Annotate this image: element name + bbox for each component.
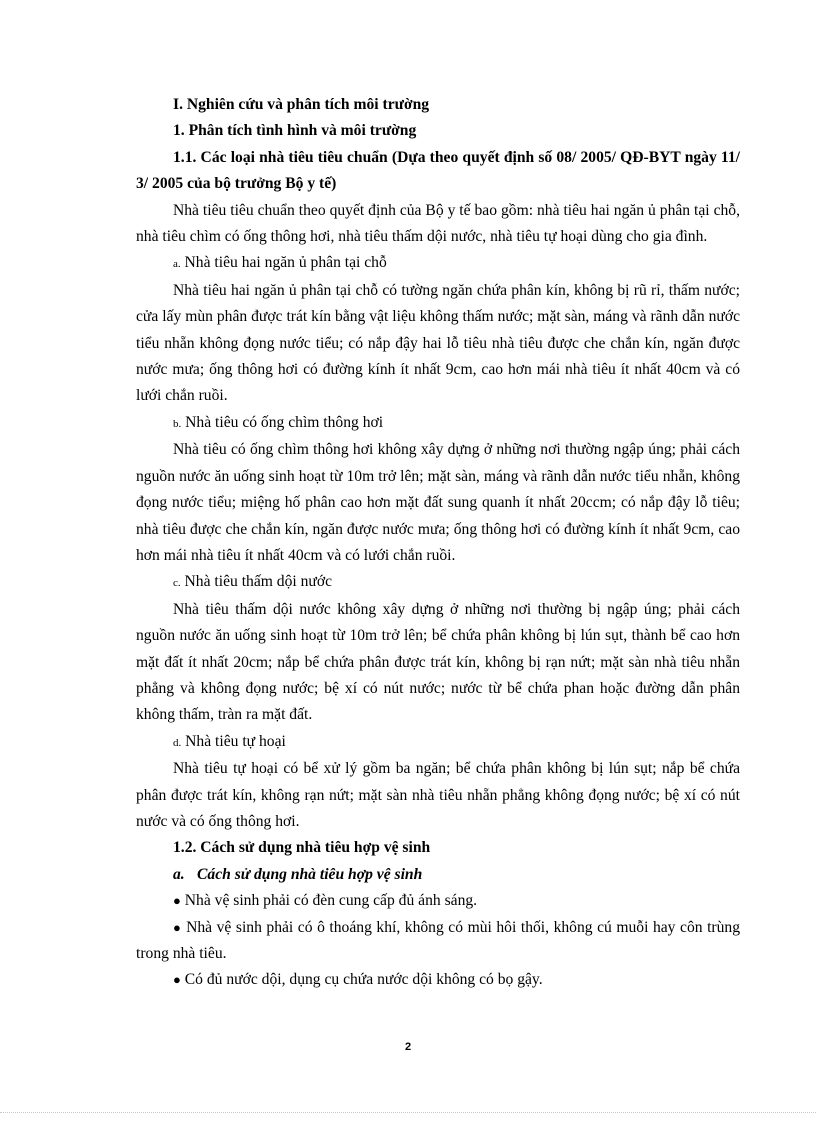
heading-usage bbox=[136, 862, 740, 888]
heading-1-2: 1.2. Cách sử dụng nhà tiêu hợp vệ sinh bbox=[173, 839, 431, 857]
bullet-item-2 bbox=[136, 915, 740, 968]
type-b-paragraph: Nhà tiêu có ống chìm thông hơi không xây dựng ở những nơi thường ngập úng; phải cách nguồn nước ăn uống sinh hoạt từ 10m trở lên; mặt sàn, máng và rãnh dẫn nước tiểu nhẵn, không đọng nước tiểu; miệng hố phân cao hơn mặt đất sung quanh ít nhất 20ccm; có nắp đậy lỗ tiêu; nhà tiêu được che chắn kín, ngăn được nước mưa; ống thông hơi có đường kính ít nhất 9cm, cao hơn mái nhà tiêu ít nhất 40cm và có lưới chắn ruồi. bbox=[136, 441, 740, 564]
intro-paragraph: Nhà tiêu tiêu chuẩn theo quyết định của Bộ y tế bao gồm: nhà tiêu hai ngăn ủ phân tại chỗ, nhà tiêu chìm có ống thông hơi, nhà tiêu thấm dội nước, nhà tiêu tự hoại dùng cho gia đình. bbox=[136, 201, 740, 246]
type-b-marker: b. bbox=[173, 417, 182, 430]
bullet-icon: ● bbox=[173, 893, 181, 909]
type-a-heading bbox=[136, 250, 740, 277]
bullet-text-1: Nhà vệ sinh phải có đèn cung cấp đủ ánh sáng. bbox=[184, 892, 478, 910]
heading-usage-marker: a. bbox=[173, 865, 185, 883]
page-bottom-divider bbox=[0, 1112, 816, 1113]
heading-usage-title: Cách sử dụng nhà tiêu hợp vệ sinh bbox=[197, 865, 423, 883]
type-c-marker: c. bbox=[173, 577, 181, 590]
type-d-title: Nhà tiêu tự hoại bbox=[185, 732, 286, 750]
type-d-marker: d. bbox=[173, 736, 182, 749]
heading-1-1: 1.1. Các loại nhà tiêu tiêu chuẩn (Dựa theo quyết định số 08/ 2005/ QĐ-BYT ngày 11/ 3/ 2005 của bộ trưởng Bộ y tế) bbox=[136, 148, 740, 193]
type-c-title: Nhà tiêu thấm dội nước bbox=[184, 573, 333, 591]
bullet-item-3 bbox=[136, 967, 740, 993]
bullet-item-1 bbox=[136, 888, 740, 914]
bullet-icon: ● bbox=[173, 919, 182, 935]
subsection-title: 1. Phân tích tình hình và môi trường bbox=[173, 122, 417, 140]
page-number: 2 bbox=[404, 1041, 412, 1053]
document-page bbox=[136, 92, 740, 994]
type-d-paragraph: Nhà tiêu tự hoại có bể xử lý gồm ba ngăn; bể chứa phân không bị lún sụt; nắp bể chứa phân được trát kín, không rạn nứt; mặt sàn nhà tiêu nhẵn phẳng không đọng nước; bệ xí có nút nước và có ống thông hơi. bbox=[136, 760, 740, 830]
type-c-paragraph: Nhà tiêu thấm dội nước không xây dựng ở những nơi thường bị ngập úng; phải cách nguồn nước ăn uống sinh hoạt từ 10m trở lên; bể chứa phân không bị lún sụt, thành bể cao hơn mặt đất ít nhất 20cm; nắp bể chứa phân được trát kín, không bị rạn nứt; mặt sàn nhà tiêu nhẵn phẳng và không đọng nước; bệ xí có nút nước; nước từ bể chứa phan hoặc đường dẫn phân không thấm, tràn ra mặt đất. bbox=[136, 600, 740, 724]
type-b-title: Nhà tiêu có ống chìm thông hơi bbox=[185, 413, 384, 431]
bullet-icon: ● bbox=[173, 972, 181, 988]
type-a-marker: a. bbox=[173, 258, 181, 271]
type-a-paragraph: Nhà tiêu hai ngăn ủ phân tại chỗ có tường ngăn chứa phân kín, không bị rũ rỉ, thấm nước; cửa lấy mùn phân được trát kín bằng vật liệu không thấm nước; mặt sàn, máng và rãnh dẫn nước tiểu nhẵn không đọng nước tiểu; có nắp đậy hai lỗ tiêu nhà tiêu được che chắn kín, ngăn được nước mưa; ống thông hơi có đường kính ít nhất 9cm, cao hơn mái nhà tiêu ít nhất 40cm và có lưới chắn ruồi. bbox=[136, 281, 740, 405]
type-d-heading bbox=[136, 729, 740, 756]
bullet-text-3: Có đủ nước dội, dụng cụ chứa nước dội không có bọ gậy. bbox=[184, 971, 543, 989]
type-b-heading bbox=[136, 410, 740, 437]
type-c-heading bbox=[136, 569, 740, 596]
section-title: I. Nghiên cứu và phân tích môi trường bbox=[173, 96, 430, 113]
bullet-text-2: Nhà vệ sinh phải có ô thoáng khí, không có mùi hôi thối, không cú muỗi hay côn trùng trong nhà tiêu. bbox=[136, 918, 741, 962]
type-a-title: Nhà tiêu hai ngăn ủ phân tại chỗ bbox=[184, 254, 387, 272]
